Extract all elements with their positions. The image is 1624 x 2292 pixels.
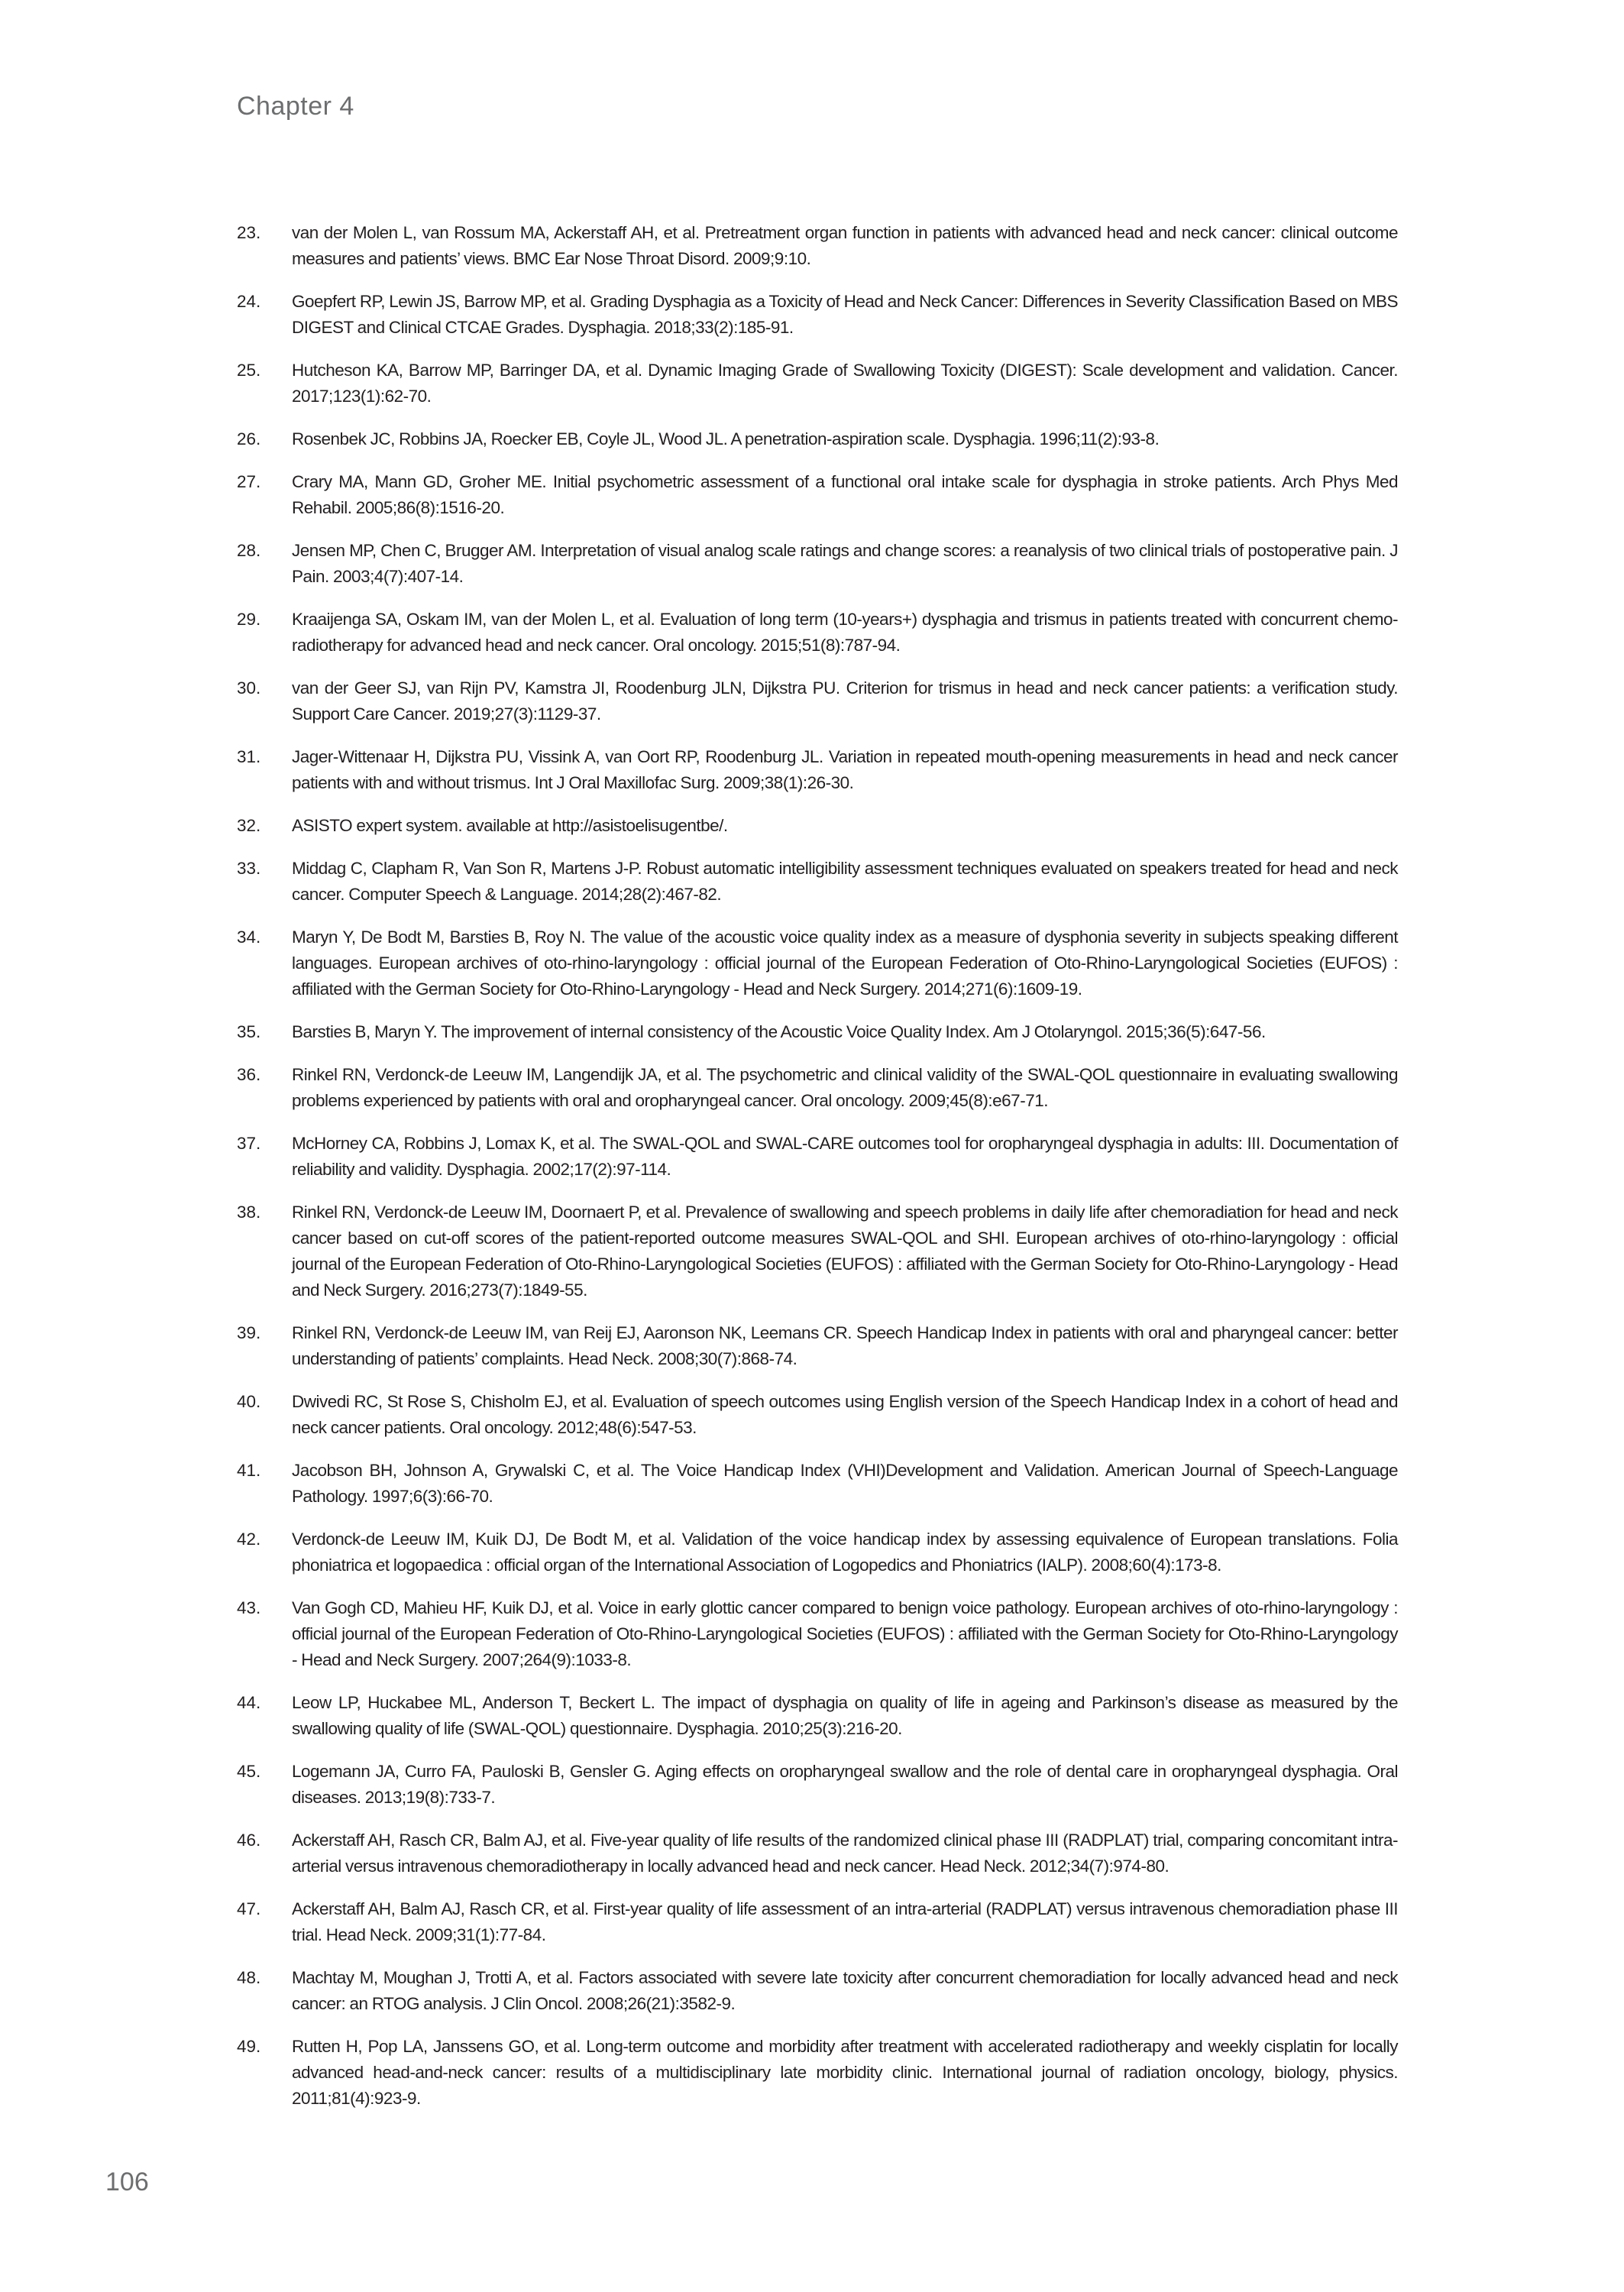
reference-number: 35. <box>237 1022 261 1041</box>
reference-number: 41. <box>237 1461 261 1480</box>
reference-number: 29. <box>237 610 261 629</box>
reference-text: Maryn Y, De Bodt M, Barsties B, Roy N. The value of the acoustic voice quality index as a measure of dysphonia severity in subjects speaking different languages. European archives of oto-rhino-laryngology : official journal of the European Federation of Oto-Rhino-Laryngological Societies (EUFOS) : affiliated with the German Society for Oto-Rhino-Laryngology - Head and Neck Surgery. 2014;271(6):1609-19. <box>292 927 1398 999</box>
reference-item <box>237 1019 1398 1045</box>
reference-text: van der Geer SJ, van Rijn PV, Kamstra JI, Roodenburg JLN, Dijkstra PU. Criterion for trismus in head and neck cancer patients: a verification study. Support Care Cancer. 2019;27(3):1129-37. <box>292 678 1398 724</box>
reference-number: 30. <box>237 678 261 698</box>
reference-text: Rinkel RN, Verdonck-de Leeuw IM, Doornaert P, et al. Prevalence of swallowing and speech problems in daily life after chemoradiation for head and neck cancer based on cut-off scores of the patient-reported outcome measures SWAL-QOL and SHI. European archives of oto-rhino-laryngology : official journal of the European Federation of Oto-Rhino-Laryngological Societies (EUFOS) : affiliated with the German Society for Oto-Rhino-Laryngology - Head and Neck Surgery. 2016;273(7):1849-55. <box>292 1203 1398 1300</box>
reference-item <box>237 1062 1398 1114</box>
reference-text: Rosenbek JC, Robbins JA, Roecker EB, Coyle JL, Wood JL. A penetration-aspiration scale. Dysphagia. 1996;11(2):93-8. <box>292 429 1160 448</box>
reference-text: Goepfert RP, Lewin JS, Barrow MP, et al. Grading Dysphagia as a Toxicity of Head and Neck Cancer: Differences in Severity Classification Based on MBS DIGEST and Clinical CTCAE Grades. Dysphagia. 2018;33(2):185-91. <box>292 292 1398 337</box>
reference-number: 25. <box>237 361 261 380</box>
reference-item <box>237 675 1398 727</box>
reference-item <box>237 1389 1398 1441</box>
reference-text: Barsties B, Maryn Y. The improvement of internal consistency of the Acoustic Voice Quality Index. Am J Otolaryngol. 2015;36(5):647-56. <box>292 1022 1266 1041</box>
reference-text: Rinkel RN, Verdonck-de Leeuw IM, Langendijk JA, et al. The psychometric and clinical validity of the SWAL-QOL questionnaire in evaluating swallowing problems experienced by patients with oral and oropharyngeal cancer. Oral oncology. 2009;45(8):e67-71. <box>292 1065 1398 1110</box>
reference-text: Logemann JA, Curro FA, Pauloski B, Gensler G. Aging effects on oropharyngeal swallow and the role of dental care in oropharyngeal dysphagia. Oral diseases. 2013;19(8):733-7. <box>292 1762 1398 1807</box>
chapter-header: Chapter 4 <box>237 92 354 121</box>
reference-item <box>237 289 1398 341</box>
reference-item <box>237 1458 1398 1510</box>
reference-number: 48. <box>237 1968 261 1987</box>
reference-text: Ackerstaff AH, Balm AJ, Rasch CR, et al. First-year quality of life assessment of an intra-arterial (RADPLAT) versus intravenous chemoradiation phase III trial. Head Neck. 2009;31(1):77-84. <box>292 1899 1398 1944</box>
reference-item <box>237 744 1398 796</box>
reference-text: Dwivedi RC, St Rose S, Chisholm EJ, et al. Evaluation of speech outcomes using English version of the Speech Handicap Index in a cohort of head and neck cancer patients. Oral oncology. 2012;48(6):547-53. <box>292 1392 1398 1437</box>
reference-item <box>237 1827 1398 1879</box>
reference-number: 45. <box>237 1762 261 1781</box>
reference-item <box>237 924 1398 1002</box>
reference-item <box>237 469 1398 521</box>
reference-item <box>237 358 1398 410</box>
reference-item <box>237 607 1398 659</box>
reference-number: 33. <box>237 859 261 878</box>
reference-number: 47. <box>237 1899 261 1918</box>
reference-number: 39. <box>237 1323 261 1342</box>
reference-list <box>237 220 1398 2129</box>
reference-item <box>237 220 1398 272</box>
reference-text: van der Molen L, van Rossum MA, Ackerstaff AH, et al. Pretreatment organ function in patients with advanced head and neck cancer: clinical outcome measures and patients’ views. BMC Ear Nose Throat Disord. 2009;9:10. <box>292 223 1398 268</box>
reference-text: Jensen MP, Chen C, Brugger AM. Interpretation of visual analog scale ratings and change scores: a reanalysis of two clinical trials of postoperative pain. J Pain. 2003;4(7):407-14. <box>292 541 1398 586</box>
reference-item <box>237 1595 1398 1673</box>
reference-text: Rinkel RN, Verdonck-de Leeuw IM, van Reij EJ, Aaronson NK, Leemans CR. Speech Handicap Index in patients with oral and pharyngeal cancer: better understanding of patients’ complaints. Head Neck. 2008;30(7):868-74. <box>292 1323 1398 1368</box>
reference-number: 37. <box>237 1134 261 1153</box>
reference-item <box>237 538 1398 590</box>
reference-number: 23. <box>237 223 261 242</box>
reference-text: Verdonck-de Leeuw IM, Kuik DJ, De Bodt M, et al. Validation of the voice handicap index by assessing equivalence of European translations. Folia phoniatrica et logopaedica : official organ of the International Association of Logopedics and Phoniatrics (IALP). 2008;60(4):173-8. <box>292 1530 1398 1575</box>
reference-text: Middag C, Clapham R, Van Son R, Martens J-P. Robust automatic intelligibility assessment techniques evaluated on speakers treated for head and neck cancer. Computer Speech & Language. 2014;28(2):467-82. <box>292 859 1398 904</box>
reference-text: Jacobson BH, Johnson A, Grywalski C, et al. The Voice Handicap Index (VHI)Development and Validation. American Journal of Speech-Language Pathology. 1997;6(3):66-70. <box>292 1461 1398 1506</box>
reference-number: 34. <box>237 927 261 947</box>
reference-number: 44. <box>237 1693 261 1712</box>
reference-number: 26. <box>237 429 261 448</box>
reference-text: McHorney CA, Robbins J, Lomax K, et al. The SWAL-QOL and SWAL-CARE outcomes tool for oropharyngeal dysphagia in adults: III. Documentation of reliability and validity. Dysphagia. 2002;17(2):97-114. <box>292 1134 1398 1179</box>
reference-text: ASISTO expert system. available at http://asistoelisugentbe/. <box>292 816 728 835</box>
reference-number: 38. <box>237 1203 261 1222</box>
reference-item <box>237 1690 1398 1742</box>
reference-text: Jager-Wittenaar H, Dijkstra PU, Vissink A, van Oort RP, Roodenburg JL. Variation in repeated mouth-opening measurements in head and neck cancer patients with and without trismus. Int J Oral Maxillofac Surg. 2009;38(1):26-30. <box>292 747 1398 792</box>
reference-item <box>237 426 1398 452</box>
reference-text: Machtay M, Moughan J, Trotti A, et al. Factors associated with severe late toxicity after concurrent chemoradiation for locally advanced head and neck cancer: an RTOG analysis. J Clin Oncol. 2008;26(21):3582-9. <box>292 1968 1398 2013</box>
reference-item <box>237 1199 1398 1303</box>
reference-number: 28. <box>237 541 261 560</box>
reference-number: 49. <box>237 2037 261 2056</box>
reference-number: 46. <box>237 1831 261 1850</box>
reference-number: 31. <box>237 747 261 766</box>
reference-number: 36. <box>237 1065 261 1084</box>
reference-item <box>237 1965 1398 2017</box>
reference-item <box>237 1320 1398 1372</box>
reference-text: Hutcheson KA, Barrow MP, Barringer DA, et al. Dynamic Imaging Grade of Swallowing Toxicity (DIGEST): Scale development and validation. Cancer. 2017;123(1):62-70. <box>292 361 1398 406</box>
reference-text: Van Gogh CD, Mahieu HF, Kuik DJ, et al. Voice in early glottic cancer compared to benign voice pathology. European archives of oto-rhino-laryngology : official journal of the European Federation of Oto-Rhino-Laryngological Societies (EUFOS) : affiliated with the German Society for Oto-Rhino-Laryngology - Head and Neck Surgery. 2007;264(9):1033-8. <box>292 1598 1398 1669</box>
reference-item <box>237 1526 1398 1578</box>
reference-item <box>237 813 1398 839</box>
reference-item <box>237 2034 1398 2112</box>
reference-text: Leow LP, Huckabee ML, Anderson T, Beckert L. The impact of dysphagia on quality of life in ageing and Parkinson’s disease as measured by the swallowing quality of life (SWAL-QOL) questionnaire. Dysphagia. 2010;25(3):216-20. <box>292 1693 1398 1738</box>
reference-number: 43. <box>237 1598 261 1617</box>
reference-text: Rutten H, Pop LA, Janssens GO, et al. Long-term outcome and morbidity after treatment with accelerated radiotherapy and weekly cisplatin for locally advanced head-and-neck cancer: results of a multidisciplinary late morbidity clinic. International journal of radiation oncology, biology, physics. 2011;81(4):923-9. <box>292 2037 1398 2108</box>
reference-item <box>237 1759 1398 1811</box>
reference-number: 42. <box>237 1530 261 1549</box>
reference-text: Kraaijenga SA, Oskam IM, van der Molen L, et al. Evaluation of long term (10-years+) dysphagia and trismus in patients treated with concurrent chemo-radiotherapy for advanced head and neck cancer. Oral oncology. 2015;51(8):787-94. <box>292 610 1398 655</box>
reference-number: 27. <box>237 472 261 491</box>
reference-item <box>237 856 1398 908</box>
page-number: 106 <box>105 2167 149 2196</box>
reference-text: Ackerstaff AH, Rasch CR, Balm AJ, et al. Five-year quality of life results of the randomized clinical phase III (RADPLAT) trial, comparing concomitant intra-arterial versus intravenous chemoradiotherapy in locally advanced head and neck cancer. Head Neck. 2012;34(7):974-80. <box>292 1831 1398 1876</box>
reference-text: Crary MA, Mann GD, Groher ME. Initial psychometric assessment of a functional oral intake scale for dysphagia in stroke patients. Arch Phys Med Rehabil. 2005;86(8):1516-20. <box>292 472 1398 517</box>
reference-number: 24. <box>237 292 261 311</box>
reference-number: 40. <box>237 1392 261 1411</box>
reference-item <box>237 1131 1398 1183</box>
reference-number: 32. <box>237 816 261 835</box>
reference-item <box>237 1896 1398 1948</box>
